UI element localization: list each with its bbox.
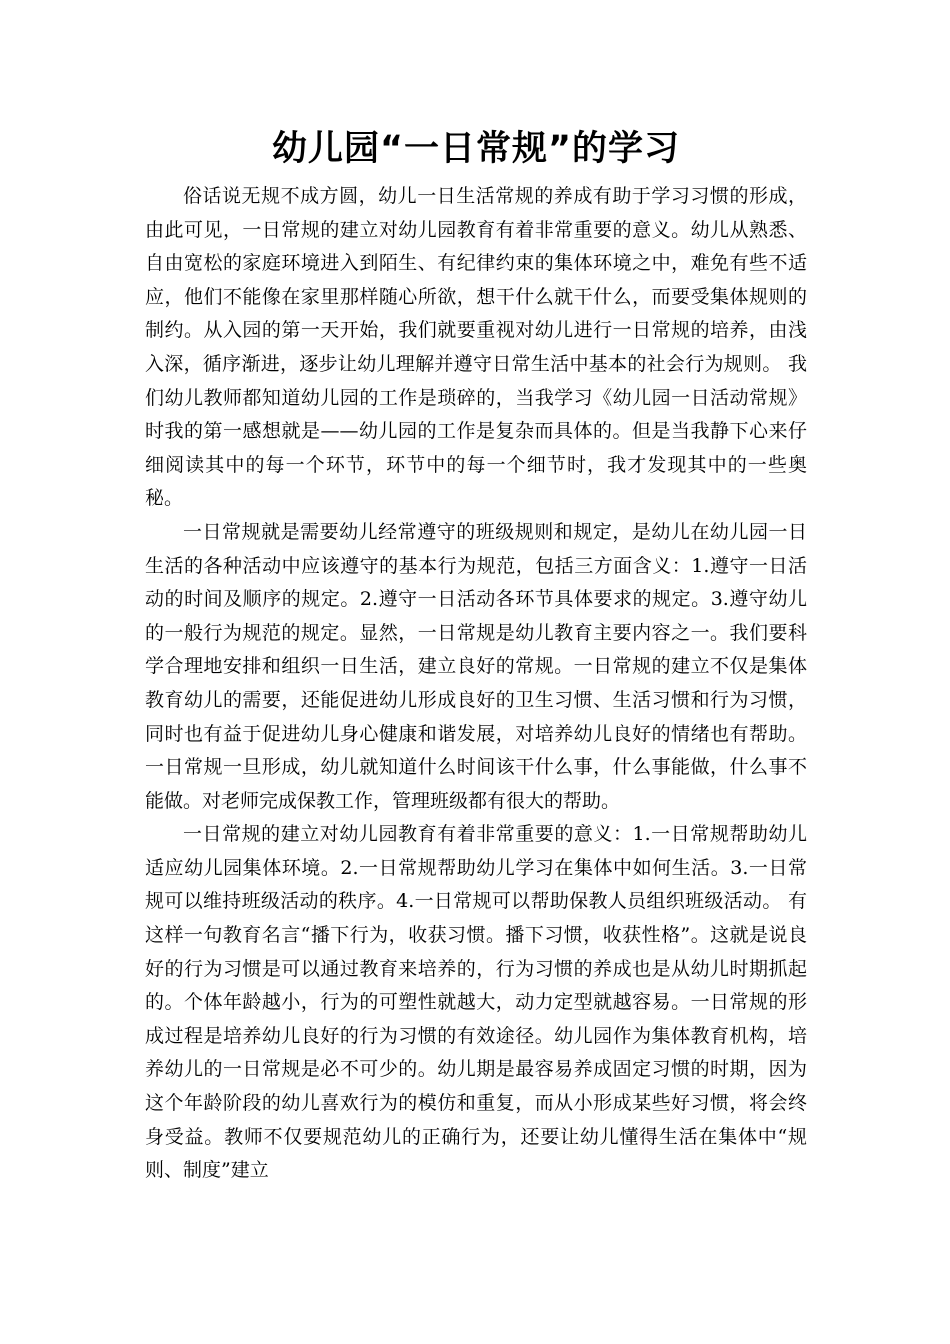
paragraph-1: 俗话说无规不成方圆，幼儿一日生活常规的养成有助于学习习惯的形成，由此可见，一日常规的建立对幼儿园教育有着非常重要的意义。幼儿从熟悉、自由宽松的家庭环境进入到陌生、有纪律约束的集体环境之中，难免有些不适应，他们不能像在家里那样随心所欲，想干什么就干什么，而要受集体规则的制约。从入园的第一天开始，我们就要重视对幼儿进行一日常规的培养，由浅入深，循序渐进，逐步让幼儿理解并遵守日常生活中基本的社会行为规则。 我们幼儿教师都知道幼儿园的工作是琐碎的，当我学习《幼儿园一日活动常规》时我的第一感想就是——幼儿园的工作是复杂而具体的。但是当我静下心来仔细阅读其中的每一个环节，环节中的每一个细节时，我才发现其中的一些奥秘。 [145, 185, 807, 510]
paragraph-3: 一日常规的建立对幼儿园教育有着非常重要的意义：1.一日常规帮助幼儿适应幼儿园集体环境。2.一日常规帮助幼儿学习在集体中如何生活。3.一日常规可以维持班级活动的秩序。4.一日常规可以帮助保教人员组织班级活动。 有这样一句教育名言“播下行为，收获习惯。播下习惯，收获性格”。这就是说良好的行为习惯是可以通过教育来培养的，行为习惯的养成也是从幼儿时期抓起的。个体年龄越小，行为的可塑性就越大，动力定型就越容易。一日常规的形成过程是培养幼儿良好的行为习惯的有效途径。幼儿园作为集体教育机构，培养幼儿的一日常规是必不可少的。幼儿期是最容易养成固定习惯的时期，因为这个年龄阶段的幼儿喜欢行为的模仿和重复，而从小形成某些好习惯，将会终身受益。教师不仅要规范幼儿的正确行为，还要让幼儿懂得生活在集体中“规则、制度”建立 [145, 823, 807, 1182]
document-page [145, 118, 807, 1188]
document-title: 幼儿园“一日常规”的学习 [271, 129, 680, 169]
paragraph-2: 一日常规就是需要幼儿经常遵守的班级规则和规定，是幼儿在幼儿园一日生活的各种活动中应该遵守的基本行为规范，包括三方面含义：1.遵守一日活动的时间及顺序的规定。2.遵守一日活动各环节具体要求的规定。3.遵守幼儿的一般行为规范的规定。显然，一日常规是幼儿教育主要内容之一。我们要科学合理地安排和组织一日生活，建立良好的常规。一日常规的建立不仅是集体教育幼儿的需要，还能促进幼儿形成良好的卫生习惯、生活习惯和行为习惯，同时也有益于促进幼儿身心健康和谐发展，对培养幼儿良好的情绪也有帮助。一日常规一旦形成，幼儿就知道什么时间该干什么事，什么事能做，什么事不能做。对老师完成保教工作，管理班级都有很大的帮助。 [145, 520, 807, 812]
